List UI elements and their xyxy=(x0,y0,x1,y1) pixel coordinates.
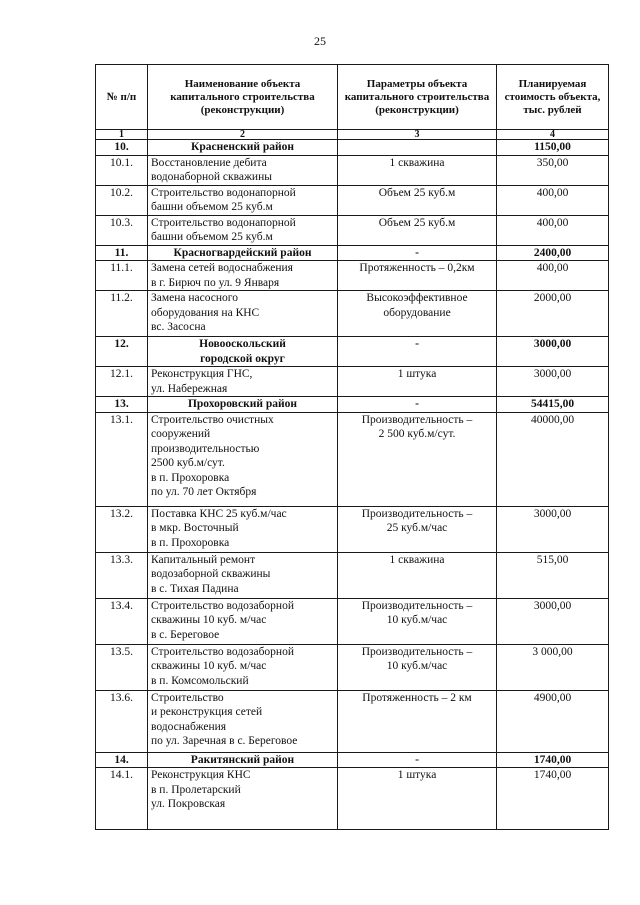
row-number: 12. xyxy=(96,337,148,367)
row-cost: 400,00 xyxy=(497,261,609,291)
row-name: Строительство водозаборной скважины 10 куб. м/час в п. Комсомольский xyxy=(148,644,338,690)
row-params: 1 скважина xyxy=(338,155,497,185)
row-params: - xyxy=(338,397,497,413)
row-cost: 1740,00 xyxy=(497,752,609,768)
table-row xyxy=(96,261,609,291)
row-cost: 2400,00 xyxy=(497,245,609,261)
row-number: 13.2. xyxy=(96,506,148,552)
row-params: - xyxy=(338,752,497,768)
row-params: Производительность – 10 куб.м/час xyxy=(338,598,497,644)
row-number: 11.2. xyxy=(96,291,148,337)
row-name: Капитальный ремонт водозаборной скважины в с. Тихая Падина xyxy=(148,552,338,598)
row-name: Строительство очистных сооружений производительностью 2500 куб.м/сут. в п. Прохоровка по ул. 70 лет Октября xyxy=(148,412,338,506)
row-cost: 40000,00 xyxy=(497,412,609,506)
page-number: 25 xyxy=(314,34,326,48)
row-params: Объем 25 куб.м xyxy=(338,185,497,215)
row-name: Реконструкция ГНС, ул. Набережная xyxy=(148,367,338,397)
row-params: Высокоэффективное оборудование xyxy=(338,291,497,337)
row-params: Производительность – 10 куб.м/час xyxy=(338,644,497,690)
table-row xyxy=(96,291,609,337)
row-params: 1 штука xyxy=(338,367,497,397)
row-cost: 350,00 xyxy=(497,155,609,185)
row-number: 14.1. xyxy=(96,768,148,830)
column-number: 2 xyxy=(148,130,338,140)
row-cost: 3000,00 xyxy=(497,337,609,367)
row-name: Строительство водонапорной башни объемом 25 куб.м xyxy=(148,215,338,245)
region-row xyxy=(96,337,609,367)
row-name: Реконструкция КНС в п. Пролетарский ул. Покровская xyxy=(148,768,338,830)
column-number: 3 xyxy=(338,130,497,140)
row-cost: 3000,00 xyxy=(497,367,609,397)
row-name: Прохоровский район xyxy=(148,397,338,413)
table-row xyxy=(96,506,609,552)
table-row xyxy=(96,552,609,598)
row-params: Протяженность – 2 км xyxy=(338,690,497,752)
table-body xyxy=(96,140,609,830)
header-cost: Планируемая стоимость объекта, тыс. рублей xyxy=(497,65,609,130)
header-params: Параметры объекта капитального строительства (реконструкции) xyxy=(338,65,497,130)
region-row xyxy=(96,140,609,156)
row-cost: 54415,00 xyxy=(497,397,609,413)
row-name: Красногвардейский район xyxy=(148,245,338,261)
row-name: Восстановление дебита водонаборной скважины xyxy=(148,155,338,185)
row-name: Красненский район xyxy=(148,140,338,156)
row-name: Новооскольский городской округ xyxy=(148,337,338,367)
row-number: 11.1. xyxy=(96,261,148,291)
row-number: 10. xyxy=(96,140,148,156)
row-number: 10.1. xyxy=(96,155,148,185)
table-row xyxy=(96,644,609,690)
row-params xyxy=(338,140,497,156)
row-name: Строительство и реконструкция сетей водоснабжения по ул. Заречная в с. Береговое xyxy=(148,690,338,752)
row-name: Строительство водозаборной скважины 10 куб. м/час в с. Береговое xyxy=(148,598,338,644)
region-row xyxy=(96,245,609,261)
header-name: Наименование объекта капитального строительства (реконструкции) xyxy=(148,65,338,130)
table-row xyxy=(96,367,609,397)
row-number: 13.4. xyxy=(96,598,148,644)
table-header-row xyxy=(96,65,609,130)
row-number: 13.1. xyxy=(96,412,148,506)
row-name: Строительство водонапорной башни объемом 25 куб.м xyxy=(148,185,338,215)
row-cost: 400,00 xyxy=(497,215,609,245)
region-row xyxy=(96,752,609,768)
table-row xyxy=(96,598,609,644)
table-row xyxy=(96,155,609,185)
row-name: Поставка КНС 25 куб.м/час в мкр. Восточный в п. Прохоровка xyxy=(148,506,338,552)
column-number: 4 xyxy=(497,130,609,140)
row-number: 13.3. xyxy=(96,552,148,598)
table-row xyxy=(96,412,609,506)
row-params: 1 скважина xyxy=(338,552,497,598)
row-cost: 1740,00 xyxy=(497,768,609,830)
row-params: Производительность – 2 500 куб.м/сут. xyxy=(338,412,497,506)
row-number: 13.5. xyxy=(96,644,148,690)
row-number: 13.6. xyxy=(96,690,148,752)
table-row xyxy=(96,185,609,215)
row-name: Замена насосного оборудования на КНС вс. Засосна xyxy=(148,291,338,337)
row-name: Замена сетей водоснабжения в г. Бирюч по ул. 9 Января xyxy=(148,261,338,291)
capital-construction-table xyxy=(95,64,609,830)
row-cost: 3000,00 xyxy=(497,598,609,644)
row-cost: 3000,00 xyxy=(497,506,609,552)
row-number: 11. xyxy=(96,245,148,261)
row-number: 12.1. xyxy=(96,367,148,397)
row-params: Объем 25 куб.м xyxy=(338,215,497,245)
row-number: 10.3. xyxy=(96,215,148,245)
table-row xyxy=(96,768,609,830)
row-name: Ракитянский район xyxy=(148,752,338,768)
row-params: Производительность – 25 куб.м/час xyxy=(338,506,497,552)
table-row xyxy=(96,215,609,245)
row-cost: 400,00 xyxy=(497,185,609,215)
row-cost: 2000,00 xyxy=(497,291,609,337)
region-row xyxy=(96,397,609,413)
column-number-row xyxy=(96,130,609,140)
row-params: - xyxy=(338,337,497,367)
row-params: Протяженность – 0,2км xyxy=(338,261,497,291)
row-number: 13. xyxy=(96,397,148,413)
row-cost: 4900,00 xyxy=(497,690,609,752)
column-number: 1 xyxy=(96,130,148,140)
row-cost: 3 000,00 xyxy=(497,644,609,690)
row-cost: 515,00 xyxy=(497,552,609,598)
row-params: - xyxy=(338,245,497,261)
table-row xyxy=(96,690,609,752)
header-num: № п/п xyxy=(96,65,148,130)
row-number: 10.2. xyxy=(96,185,148,215)
row-number: 14. xyxy=(96,752,148,768)
row-params: 1 штука xyxy=(338,768,497,830)
row-cost: 1150,00 xyxy=(497,140,609,156)
